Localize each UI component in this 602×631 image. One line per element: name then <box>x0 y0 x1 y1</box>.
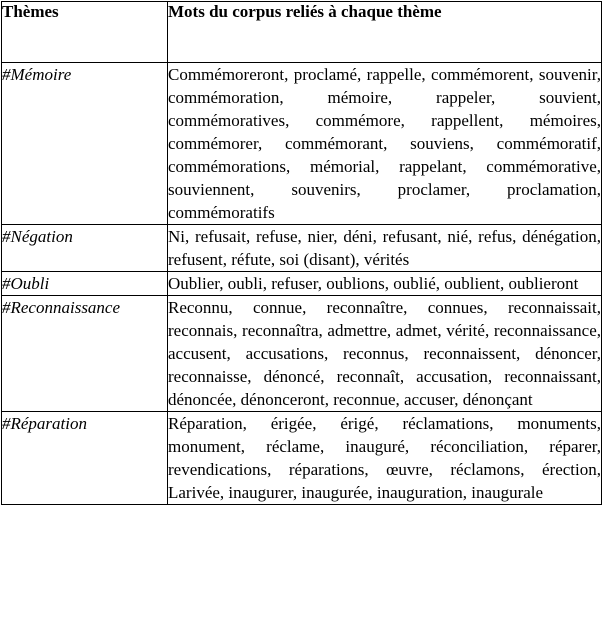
themes-table <box>1 1 602 505</box>
theme-cell: #Mémoire <box>2 63 168 225</box>
header-themes: Thèmes <box>2 2 168 63</box>
words-cell: Reconnu, connue, reconnaître, connues, reconnaissait, reconnais, reconnaîtra, admettre, admet, vérité, reconnaissance, accusent, accusations, reconnus, reconnaissent, dénoncer, reconnaisse, dénoncé, reconnaît, accusation, reconnaissant, dénoncée, dénonceront, reconnue, accuser, dénonçant <box>168 296 602 412</box>
header-words: Mots du corpus reliés à chaque thème <box>168 2 602 63</box>
words-cell: Oublier, oubli, refuser, oublions, oublié, oublient, oublieront <box>168 272 602 296</box>
theme-cell: #Reconnaissance <box>2 296 168 412</box>
words-cell: Ni, refusait, refuse, nier, déni, refusant, nié, refus, dénégation, refusent, réfute, soi (disant), vérités <box>168 225 602 272</box>
theme-cell: #Réparation <box>2 412 168 505</box>
table-row <box>2 225 602 272</box>
table-row <box>2 272 602 296</box>
table-row <box>2 412 602 505</box>
theme-cell: #Négation <box>2 225 168 272</box>
words-cell: Commémoreront, proclamé, rappelle, commémorent, souvenir, commémoration, mémoire, rappeler, souvient, commémoratives, commémore, rappellent, mémoires, commémorer, commémorant, souviens, commémoratif, commémorations, mémorial, rappelant, commémorative, souviennent, souvenirs, proclamer, proclamation, commémoratifs <box>168 63 602 225</box>
table-row <box>2 63 602 225</box>
words-cell: Réparation, érigée, érigé, réclamations, monuments, monument, réclame, inauguré, réconciliation, réparer, revendications, réparations, œuvre, réclamons, érection, Larivée, inaugurer, inaugurée, inauguration, inaugurale <box>168 412 602 505</box>
theme-cell: #Oubli <box>2 272 168 296</box>
header-row <box>2 2 602 63</box>
table-row <box>2 296 602 412</box>
